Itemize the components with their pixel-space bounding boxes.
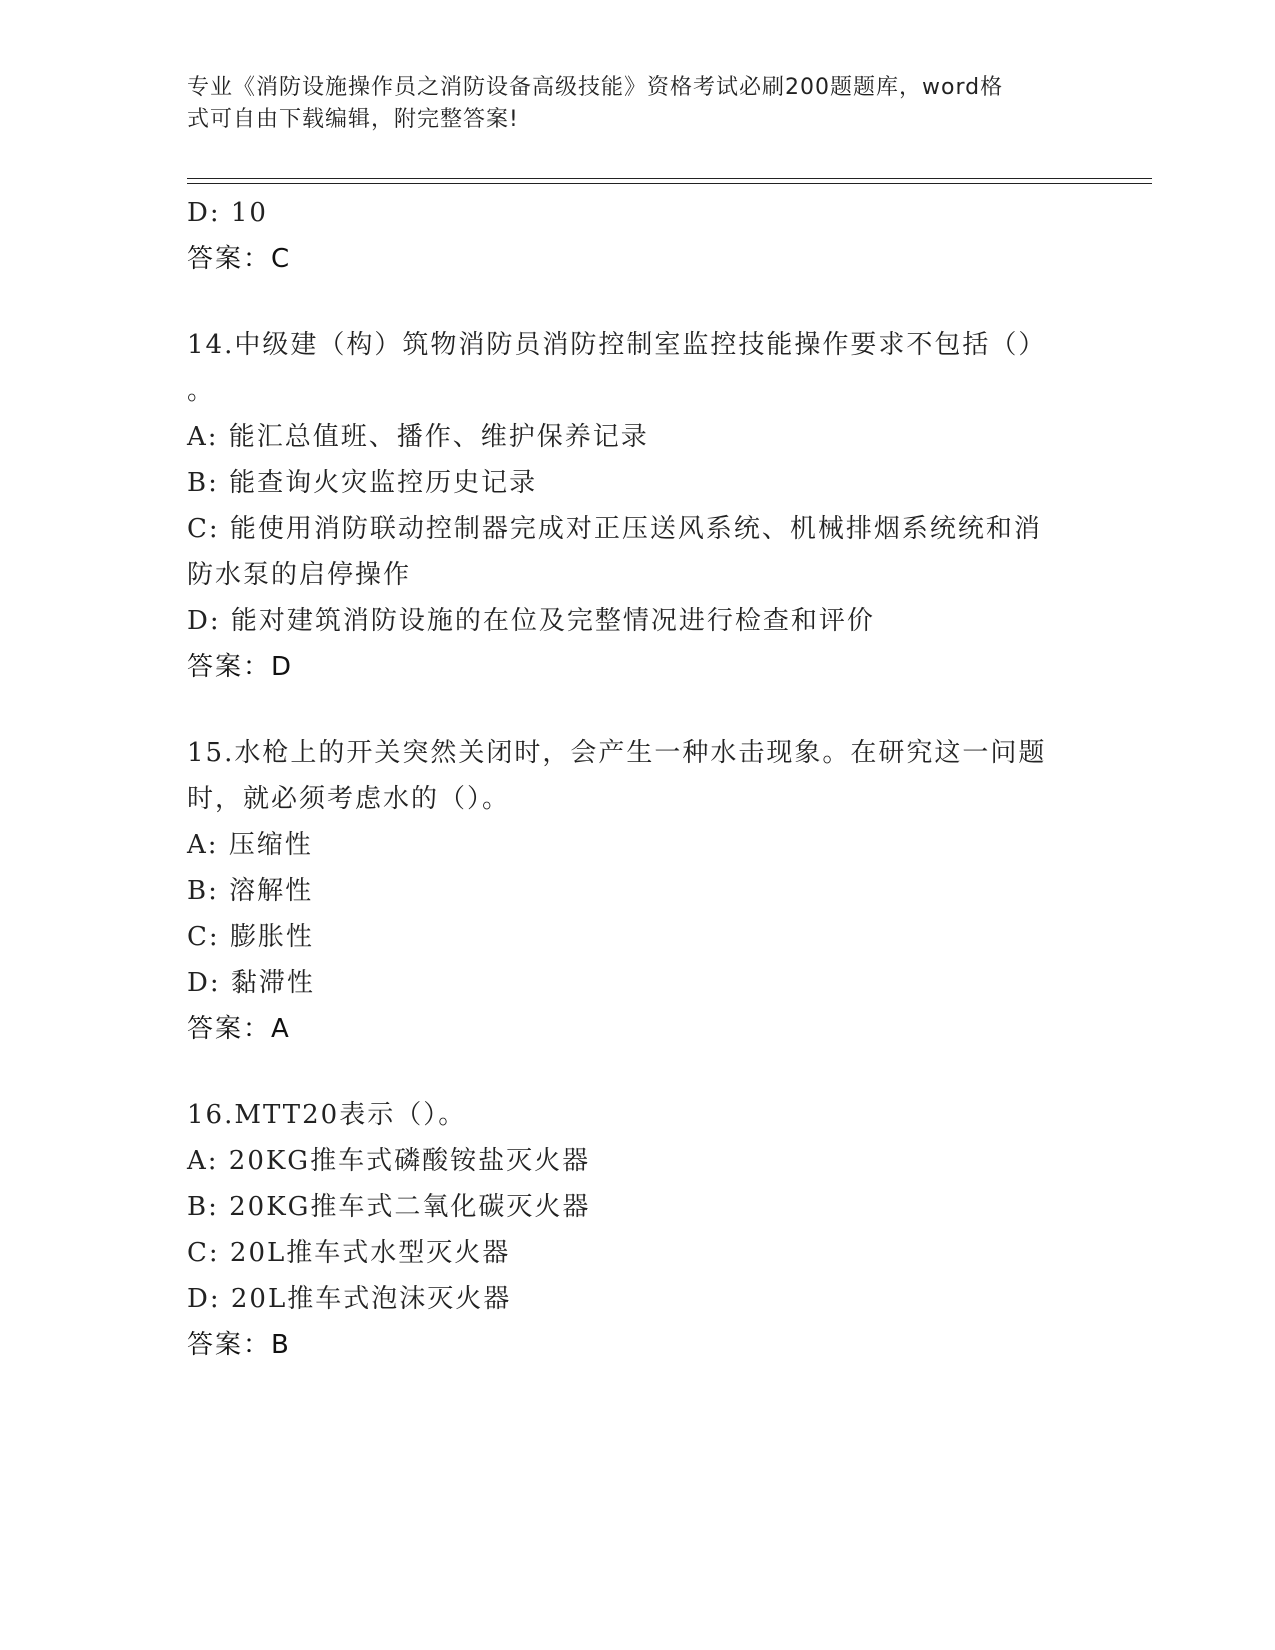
- page-header: [187, 72, 1067, 136]
- option-d: D: 能对建筑消防设施的在位及完整情况进行检查和评价: [187, 606, 875, 636]
- option-a: A: 能汇总值班、播作、维护保养记录: [187, 422, 649, 452]
- answer-line: 答案：B: [187, 1330, 291, 1360]
- header-line-2: 式可自由下载编辑，附完整答案!: [187, 107, 519, 132]
- header-divider-top: [187, 178, 1152, 179]
- option-c-continued: 防水泵的启停操作: [187, 560, 412, 590]
- option-d: D: 黏滞性: [187, 968, 315, 998]
- answer-line: 答案：D: [187, 652, 294, 682]
- question-14: [187, 322, 1087, 690]
- question-stem: 14.中级建（构）筑物消防员消防控制室监控技能操作要求不包括（）: [187, 330, 1047, 360]
- question-stem: 15.水枪上的开关突然关闭时，会产生一种水击现象。在研究这一问题: [187, 738, 1047, 768]
- option-b: B: 溶解性: [187, 876, 314, 906]
- option-b: B: 20KG推车式二氧化碳灭火器: [187, 1192, 591, 1222]
- answer-line: 答案：A: [187, 1014, 291, 1044]
- document-body: [187, 190, 1087, 1368]
- answer-line: 答案：C: [187, 244, 292, 274]
- option-a: A: 20KG推车式磷酸铵盐灭火器: [187, 1146, 591, 1176]
- question-stem-continued: 时，就必须考虑水的（）。: [187, 784, 511, 814]
- previous-question-tail: [187, 190, 1087, 282]
- option-c: C: 膨胀性: [187, 922, 314, 952]
- header-line-1: 专业《消防设施操作员之消防设备高级技能》资格考试必刷200题题库，word格: [187, 75, 1004, 100]
- option-c: C: 20L推车式水型灭火器: [187, 1238, 511, 1268]
- question-stem-continued: 。: [187, 376, 216, 406]
- option-b: B: 能查询火灾监控历史记录: [187, 468, 538, 498]
- option-c: C: 能使用消防联动控制器完成对正压送风系统、机械排烟系统统和消: [187, 514, 1042, 544]
- option-d: D: 20L推车式泡沫灭火器: [187, 1284, 512, 1314]
- question-15: [187, 730, 1087, 1052]
- option-a: A: 压缩性: [187, 830, 313, 860]
- question-stem: 16.MTT20表示（）。: [187, 1100, 467, 1130]
- question-16: [187, 1092, 1087, 1368]
- header-divider-bottom: [187, 183, 1152, 184]
- option-d: D: 10: [187, 198, 268, 228]
